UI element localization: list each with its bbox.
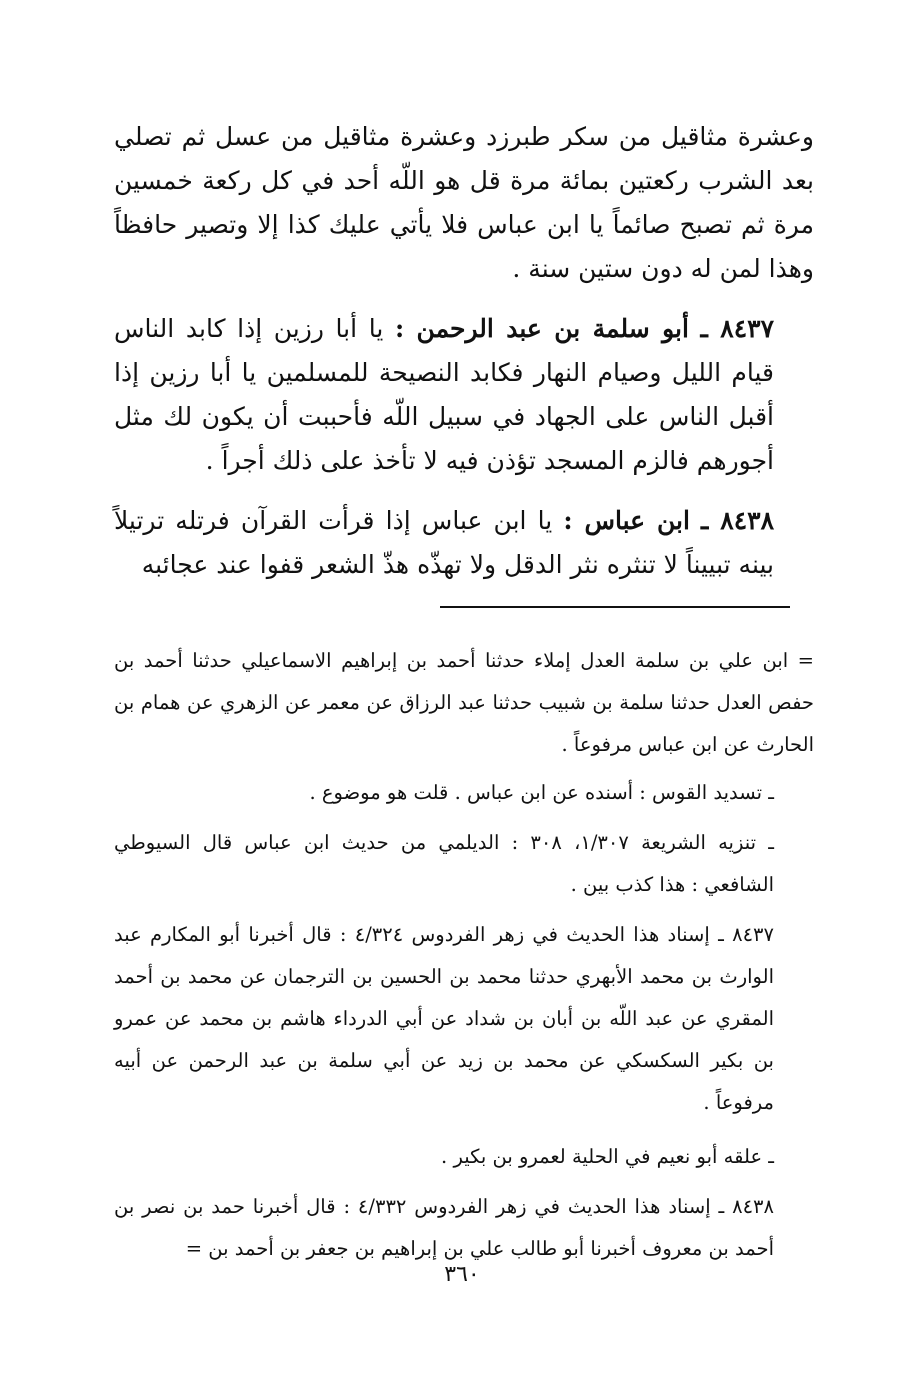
hadith-8437 [114, 307, 814, 483]
footnote-hilya: ـ علقه أبو نعيم في الحلية لعمرو بن بكير . [441, 1145, 774, 1168]
hadith-text: يا ابن عباس إذا قرأت القرآن فرتله ترتيلاً بينه تبييناً لا تنثره نثر الدقل ولا تهذّه هذّ الشعر قفوا عند عجائبه [114, 506, 774, 579]
footnote-divider [440, 606, 790, 608]
footnote-tanzih: ـ تنزيه الشريعة ١/٣٠٧، ٣٠٨ : الديلمي من حديث ابن عباس قال السيوطي الشافعي : هذا كذب بين . [114, 831, 774, 896]
page-number: ٣٦٠ [444, 1262, 480, 1287]
hadith-number: ٨٤٣٧ ـ [700, 314, 774, 343]
footnote-8438: ٨٤٣٨ ـ إسناد هذا الحديث في زهر الفردوس ٤/٣٣٢ : قال أخبرنا حمد بن نصر بن أحمد بن معروف أخبرنا أبو طالب علي بن إبراهيم بن جعفر بن أحمد بن = [114, 1195, 775, 1260]
hadith-narrator: أبو سلمة بن عبد الرحمن : [394, 314, 689, 343]
paragraph-continuation: وعشرة مثاقيل من سكر طبرزد وعشرة مثاقيل من عسل ثم تصلي بعد الشرب ركعتين بمائة مرة قل هو اللّه أحد في كل ركعة خمسين مرة ثم تصبح صائماً يا ابن عباس فلا يأتي عليك كذا إلا وتصير حافظاً وهذا لمن له دون ستين سنة . [114, 122, 814, 283]
footnote-8437: ٨٤٣٧ ـ إسناد هذا الحديث في زهر الفردوس ٤/٣٢٤ : قال أخبرنا أبو المكارم عبد الوارث بن محمد الأبهري حدثنا محمد بن الحسين بن الترجمان عن محمد بن أحمد المقري عن عبد اللّه بن أبان بن شداد عن أبي الدرداء هاشم بن محمد عن عمرو بن بكير السكسكي عن محمد بن زيد عن أبي سلمة بن عبد الرحمن عن أبيه مرفوعاً . [114, 923, 774, 1114]
hadith-text: يا أبا رزين إذا كابد الناس قيام الليل وصيام النهار فكابد النصيحة للمسلمين يا أبا رزين إذا أقبل الناس على الجهاد في سبيل اللّه فأحببت أن يكون لك مثل أجورهم فالزم المسجد تؤذن فيه لا تأخذ على ذلك أجراً . [114, 314, 774, 475]
hadith-8438 [114, 499, 814, 587]
hadith-number: ٨٤٣٨ ـ [701, 506, 774, 535]
footnote-tasdid: ـ تسديد القوس : أسنده عن ابن عباس . قلت هو موضوع . [309, 781, 774, 804]
main-text [114, 115, 814, 603]
footnotes [114, 640, 814, 1282]
footnote-continuation: = ابن علي بن سلمة العدل إملاء حدثنا أحمد بن إبراهيم الاسماعيلي حدثنا أحمد بن حفص العدل حدثنا سلمة بن شبيب حدثنا عبد الرزاق عن معمر عن الزهري عن همام بن الحارث عن ابن عباس مرفوعاً . [114, 649, 814, 756]
hadith-narrator: ابن عباس : [563, 506, 690, 535]
